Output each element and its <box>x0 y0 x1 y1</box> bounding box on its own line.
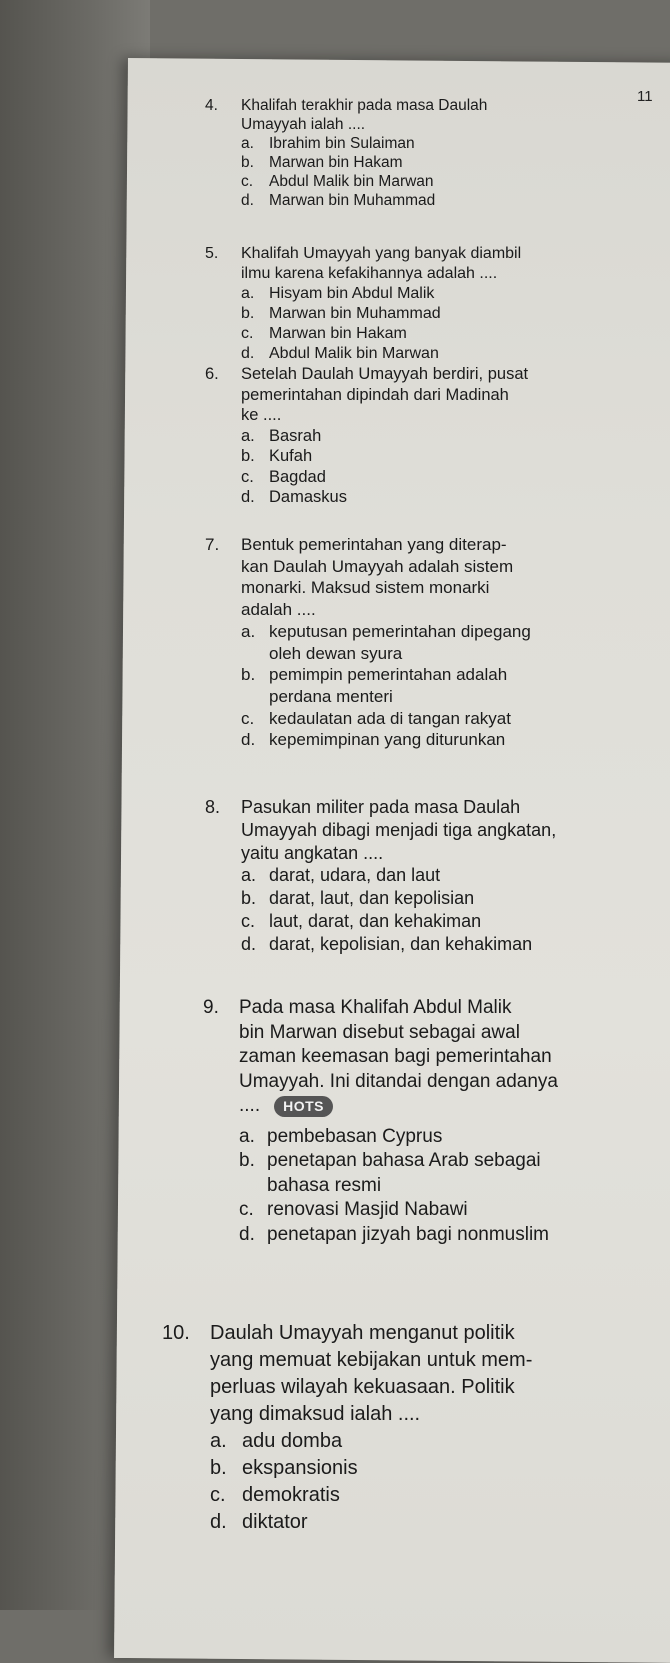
options <box>239 1125 665 1248</box>
question-stem <box>241 796 660 864</box>
option-text: laut, darat, dan kehakiman <box>269 910 482 931</box>
question-9 <box>203 996 665 1247</box>
question-stem <box>239 996 665 1119</box>
option-text: penetapan bahasa Arab sebagai <box>267 1150 541 1171</box>
stem-line: ilmu karena kefakihannya adalah .... <box>241 265 498 282</box>
option-c <box>210 1482 667 1509</box>
option-b <box>210 1455 667 1482</box>
option-letter: b. <box>239 1150 255 1171</box>
option-text: adu domba <box>242 1430 343 1452</box>
option-text: kepemimpinan yang diturunkan <box>269 730 506 750</box>
option-letter: b. <box>210 1457 227 1479</box>
option-a <box>241 621 655 664</box>
option-text: ekspansionis <box>242 1457 358 1479</box>
stem-line: Daulah Umayyah menganut politik <box>210 1322 515 1344</box>
option-text: oleh dewan syura <box>269 643 403 663</box>
stem-line: Pasukan militer pada masa Daulah <box>241 797 521 817</box>
option-text: Damaskus <box>269 488 347 506</box>
option-b <box>241 153 635 172</box>
options <box>241 864 660 955</box>
option-d <box>241 487 650 508</box>
stem-line: Setelah Daulah Umayyah berdiri, pusat <box>241 365 529 383</box>
option-text: Marwan bin Muhammad <box>269 305 441 322</box>
option-d <box>241 344 645 364</box>
option-text: kedaulatan ada di tangan rakyat <box>269 708 511 728</box>
question-number: 4. <box>205 97 218 114</box>
option-text: diktator <box>242 1511 308 1533</box>
question-stem <box>241 534 655 621</box>
question-number: 9. <box>203 997 219 1018</box>
options <box>210 1428 667 1536</box>
stem-line: Bentuk pemerintahan yang diterap- <box>241 535 507 554</box>
option-a <box>241 284 645 304</box>
stem-line: Umayyah dibagi menjadi tiga angkatan, <box>241 819 557 840</box>
option-letter: a. <box>241 865 257 886</box>
option-letter: a. <box>241 285 255 302</box>
option-text: renovasi Masjid Nabawi <box>267 1199 468 1220</box>
option-a <box>241 864 660 887</box>
stem-line: adalah .... <box>241 600 316 620</box>
question-number: 10. <box>162 1322 190 1344</box>
question-7 <box>205 534 655 751</box>
option-letter: d. <box>241 345 255 362</box>
option-letter: b. <box>241 665 256 685</box>
question-stem <box>241 364 650 426</box>
stem-line: zaman keemasan bagi pemerintahan <box>239 1046 552 1067</box>
option-letter: a. <box>241 621 256 641</box>
question-stem <box>241 244 645 284</box>
option-a <box>210 1428 667 1455</box>
option-a <box>241 134 635 153</box>
option-c <box>241 172 635 191</box>
option-letter: a. <box>210 1430 227 1452</box>
question-number: 7. <box>205 535 220 554</box>
stem-line: pemerintahan dipindah dari Madinah <box>241 385 509 404</box>
stem-line: yang memuat kebijakan untuk mem- <box>210 1349 533 1371</box>
stem-line: ke .... <box>241 406 282 424</box>
page-number: 11 <box>637 88 653 105</box>
option-letter: c. <box>241 467 254 486</box>
option-letter: c. <box>241 910 256 931</box>
option-text: Abdul Malik bin Marwan <box>269 345 439 362</box>
option-text: bahasa resmi <box>267 1174 382 1196</box>
stem-line: perluas wilayah kekuasaan. Politik <box>210 1376 515 1398</box>
option-text: Bagdad <box>269 467 326 486</box>
option-letter: d. <box>241 192 254 209</box>
option-text: pemimpin pemerintahan adalah <box>269 665 508 685</box>
option-text: Marwan bin Hakam <box>269 325 407 342</box>
option-text: Kufah <box>269 447 313 465</box>
option-letter: d. <box>239 1223 255 1245</box>
stem-line: bin Marwan disebut sebagai awal <box>239 1021 520 1043</box>
option-letter: a. <box>241 426 255 445</box>
stem-tail-line <box>239 1094 665 1119</box>
option-text: darat, laut, dan kepolisian <box>269 888 475 909</box>
option-letter: d. <box>241 933 257 954</box>
question-stem <box>210 1320 667 1428</box>
hots-badge: HOTS <box>274 1096 333 1117</box>
option-letter: c. <box>241 173 254 190</box>
stem-line: Pada masa Khalifah Abdul Malik <box>239 997 512 1018</box>
option-letter: b. <box>241 305 255 322</box>
options <box>241 621 655 751</box>
option-text: Marwan bin Muhammad <box>269 192 436 209</box>
stem-line: Umayyah. Ini ditandai dengan adanya <box>239 1070 559 1092</box>
stem-line: Umayyah ialah .... <box>241 116 366 133</box>
stem-line: Khalifah terakhir pada masa Daulah <box>241 97 488 114</box>
question-10 <box>162 1320 667 1536</box>
option-c <box>241 467 650 488</box>
question-number: 5. <box>205 245 219 262</box>
options <box>241 426 650 508</box>
option-c <box>241 324 645 344</box>
option-letter: d. <box>241 488 255 506</box>
option-letter: b. <box>241 154 254 171</box>
option-b <box>241 304 645 324</box>
option-d <box>241 191 635 210</box>
option-letter: d. <box>241 730 256 750</box>
option-letter: b. <box>241 888 257 909</box>
option-d <box>241 933 660 956</box>
question-5 <box>205 244 645 364</box>
stem-line: yaitu angkatan .... <box>241 842 384 863</box>
option-letter: d. <box>210 1511 227 1533</box>
option-text: Abdul Malik bin Marwan <box>269 173 434 190</box>
option-text: Basrah <box>269 426 322 445</box>
options <box>241 284 645 364</box>
question-4 <box>205 96 635 210</box>
question-stem <box>241 96 635 134</box>
option-text: Ibrahim bin Sulaiman <box>269 135 415 152</box>
option-letter: c. <box>239 1199 254 1220</box>
option-text: Marwan bin Hakam <box>269 154 403 171</box>
option-b <box>239 1149 665 1198</box>
option-d <box>241 729 655 751</box>
stem-line: Khalifah Umayyah yang banyak diambil <box>241 245 522 262</box>
stem-line: yang dimaksud ialah .... <box>210 1403 421 1425</box>
option-letter: a. <box>241 135 254 152</box>
options <box>241 134 635 210</box>
option-letter: c. <box>241 325 254 342</box>
option-letter: a. <box>239 1125 255 1147</box>
option-letter: c. <box>210 1484 226 1506</box>
option-text: demokratis <box>242 1484 340 1506</box>
question-8 <box>205 796 660 956</box>
option-text: keputusan pemerintahan dipegang <box>269 621 531 641</box>
option-c <box>241 708 655 730</box>
option-d <box>210 1509 667 1536</box>
option-text: darat, kepolisian, dan kehakiman <box>269 933 533 954</box>
stem-tail: .... <box>239 1095 261 1116</box>
option-c <box>239 1198 665 1223</box>
option-b <box>241 887 660 910</box>
option-a <box>241 426 650 447</box>
option-b <box>241 446 650 467</box>
option-d <box>239 1223 665 1248</box>
option-text: Hisyam bin Abdul Malik <box>269 285 435 302</box>
option-a <box>239 1125 665 1150</box>
option-letter: c. <box>241 708 255 728</box>
option-b <box>241 664 655 707</box>
question-number: 6. <box>205 365 219 383</box>
option-c <box>241 910 660 933</box>
question-number: 8. <box>205 797 221 817</box>
option-text: pembebasan Cyprus <box>267 1125 443 1147</box>
option-letter: b. <box>241 447 255 465</box>
option-text: penetapan jizyah bagi nonmuslim <box>267 1223 550 1245</box>
stem-line: kan Daulah Umayyah adalah sistem <box>241 556 514 576</box>
option-text: perdana menteri <box>269 686 393 706</box>
option-text: darat, udara, dan laut <box>269 865 441 886</box>
question-6 <box>205 364 650 508</box>
stem-line: monarki. Maksud sistem monarki <box>241 578 490 598</box>
